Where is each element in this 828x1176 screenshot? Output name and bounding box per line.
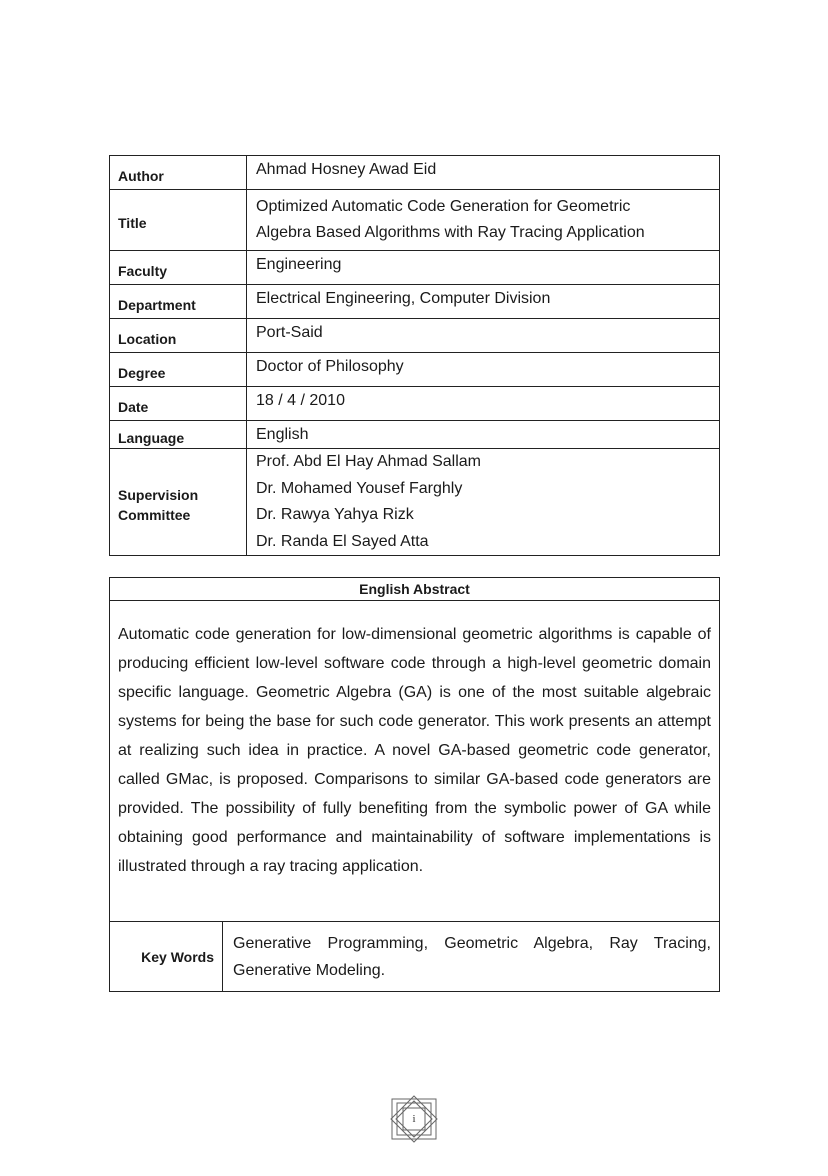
supervisor-name: Dr. Rawya Yahya Rizk: [256, 506, 414, 523]
department-value: Electrical Engineering, Computer Division: [247, 285, 720, 319]
supervisor-name: Dr. Randa El Sayed Atta: [256, 532, 429, 550]
page-number-ornament: [389, 1095, 439, 1143]
degree-row: [110, 353, 720, 387]
keywords-row: [110, 921, 719, 991]
keywords-line-2: Generative Modeling.: [233, 962, 386, 979]
author-label: Author: [110, 156, 247, 190]
faculty-row: [110, 251, 720, 285]
degree-value: Doctor of Philosophy: [247, 353, 720, 387]
date-value: 18 / 4 / 2010: [247, 387, 720, 421]
page-number: i: [412, 1113, 416, 1125]
supervisor-list: [247, 449, 720, 556]
supervisor-name: Prof. Abd El Hay Ahmad Sallam: [256, 453, 481, 470]
keywords-label: Key Words: [110, 922, 223, 991]
language-label: Language: [110, 421, 247, 449]
title-row: [110, 190, 720, 251]
language-value: English: [247, 421, 720, 449]
degree-label: Degree: [110, 353, 247, 387]
title-value-line-2: Algebra Based Algorithms with Ray Tracing Application: [256, 224, 645, 241]
supervision-row: [110, 449, 720, 556]
supervision-label: Supervision Committee: [110, 449, 247, 556]
department-label: Department: [110, 285, 247, 319]
author-value: Ahmad Hosney Awad Eid: [247, 156, 720, 190]
abstract-heading: English Abstract: [110, 578, 719, 601]
location-row: [110, 319, 720, 353]
title-label: Title: [110, 190, 247, 251]
thesis-info-table: [109, 155, 720, 556]
department-row: [110, 285, 720, 319]
date-label: Date: [110, 387, 247, 421]
date-row: [110, 387, 720, 421]
location-value: Port-Said: [247, 319, 720, 353]
keywords-line-1: Generative Programming, Geometric Algebra, Ray Tracing,: [233, 935, 711, 952]
location-label: Location: [110, 319, 247, 353]
title-value: [247, 190, 720, 251]
abstract-body: Automatic code generation for low-dimensional geometric algorithms is capable of producing efficient low-level software code through a high-level geometric domain specific language. Geometric Algebra (GA) is one of the most suitable algebraic systems for being the base for such code generator. This work presents an attempt at realizing such idea in practice. A novel GA-based geometric code generator, called GMac, is proposed. Comparisons to similar GA-based code generators are provided. The possibility of fully benefiting from the symbolic power of GA while obtaining good performance and maintainability of software implementations is illustrated through a ray tracing application.: [118, 626, 711, 875]
language-row: [110, 421, 720, 449]
abstract-box: [109, 577, 720, 992]
faculty-value: Engineering: [247, 251, 720, 285]
supervisor-name: Dr. Mohamed Yousef Farghly: [256, 479, 463, 497]
faculty-label: Faculty: [110, 251, 247, 285]
author-row: [110, 156, 720, 190]
keywords-value: [233, 930, 711, 984]
title-value-line-1: Optimized Automatic Code Generation for Geometric: [256, 198, 631, 215]
